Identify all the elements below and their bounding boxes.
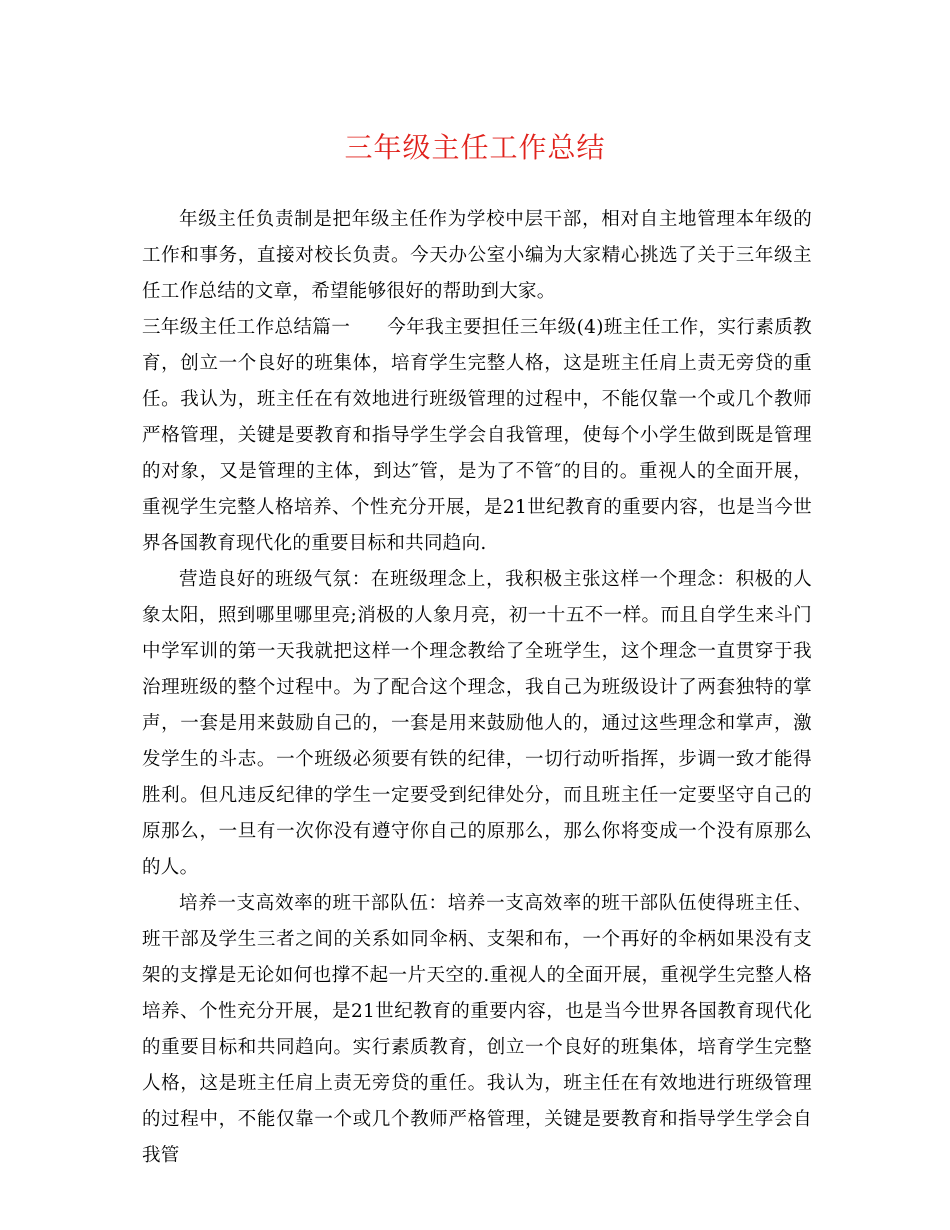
document-body [142,202,812,1174]
intro-paragraph: 年级主任负责制是把年级主任作为学校中层干部，相对自主地管理本年级的工作和事务，直接对校长负责。今天办公室小编为大家精心挑选了关于三年级主任工作总结的文章，希望能够很好的帮助到大家。 [142,209,812,302]
paragraph-2: 营造良好的班级气氛：在班级理念上，我积极主张这样一个理念：积极的人象太阳，照到哪里哪里亮;消极的人象月亮，初一十五不一样。而且自学生来斗门中学军训的第一天我就把这样一个理念教给了全班学生，这个理念一直贯穿于我治理班级的整个过程中。为了配合这个理念，我自己为班级设计了两套独特的掌声，一套是用来鼓励自己的，一套是用来鼓励他人的，通过这些理念和掌声，激发学生的斗志。一个班级必须要有铁的纪律，一切行动听指挥，步调一致才能得胜利。但凡违反纪律的学生一定要受到纪律处分，而且班主任一定要坚守自己的原那么，一旦有一次你没有遵守你自己的原那么，那么你将变成一个没有原那么的人。 [142,569,812,878]
paragraph-1-text: 今年我主要担任三年级(4)班主任工作，实行素质教育，创立一个良好的班集体，培育学生完整人格，这是班主任肩上责无旁贷的重任。我认为，班主任在有效地进行班级管理的过程中，不能仅靠一个或几个教师严格管理，关键是要教育和指导学生学会自我管理，使每个小学生做到既是管理的对象，又是管理的主体，到达″管，是为了不管″的目的。重视人的全面开展，重视学生完整人格培养、个性充分开展，是21世纪教育的重要内容，也是当今世界各国教育现代化的重要目标和共同趋向. [142,317,812,554]
section-heading: 三年级主任工作总结篇一 [142,317,351,338]
section-paragraph-1 [142,310,812,562]
page-title: 三年级主任工作总结 [344,131,606,164]
paragraph-3: 培养一支高效率的班干部队伍：培养一支高效率的班干部队伍使得班主任、班干部及学生三者之间的关系如同伞柄、支架和布，一个再好的伞柄如果没有支架的支撑是无论如何也撑不起一片天空的.重视人的全面开展，重视学生完整人格培养、个性充分开展，是21世纪教育的重要内容，也是当今世界各国教育现代化的重要目标和共同趋向。实行素质教育，创立一个良好的班集体，培育学生完整人格，这是班主任肩上责无旁贷的重任。我认为，班主任在有效地进行班级管理的过程中，不能仅靠一个或几个教师严格管理，关键是要教育和指导学生学会自我管 [142,893,812,1166]
